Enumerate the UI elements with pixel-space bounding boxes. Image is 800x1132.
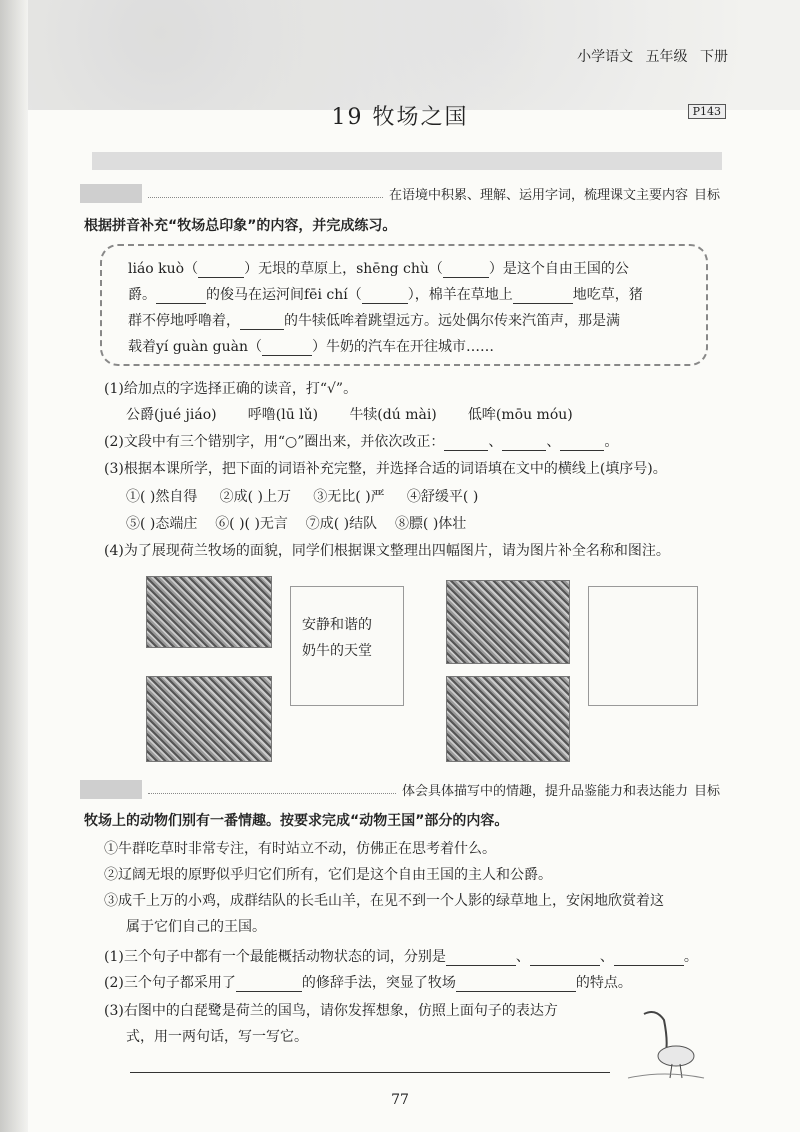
sentence-1: ①牛群吃草时非常专注，有时站立不动，仿佛正在思考着什么。	[104, 841, 496, 857]
passage-text: 载着yí guàn guàn（	[128, 339, 262, 355]
goal-tag-1: 目标	[693, 188, 720, 203]
leader-dots	[148, 184, 383, 198]
binding-edge	[0, 0, 28, 1132]
word-item: ⑧膘( )体壮	[394, 516, 467, 532]
word-item: ⑥( )( )无言	[215, 516, 288, 532]
question-4: (4)为了展现荷兰牧场的面貌，同学们根据课文整理出四幅图片，请为图片补全名称和图注。	[104, 543, 670, 559]
passage-text: 地吃草，猪	[572, 287, 643, 303]
section-2-heading: 牧场上的动物们别有一番情趣。按要求完成“动物王国”部分的内容。	[84, 813, 509, 829]
question-2-text: (2)文段中有三个错别字，用“○”圈出来，并依次改正：	[104, 434, 445, 450]
caption-line: 安静和谐的	[302, 617, 372, 633]
passage-text: liáo kuò（	[128, 261, 199, 277]
reading-option[interactable]: 牛犊(dú mài)	[349, 407, 437, 423]
sentence-2: ②辽阔无垠的原野似乎归它们所有，它们是这个自由王国的主人和公爵。	[104, 867, 552, 883]
photo-cows	[146, 576, 272, 648]
photo-sheep	[146, 676, 272, 762]
answer-blank[interactable]	[240, 329, 284, 330]
part-3: (3)右图中的白琵鹭是荷兰的国鸟，请你发挥想象，仿照上面句子的表达方	[104, 1003, 558, 1019]
passage-text: 的牛犊低哞着跳望远方。远处偶尔传来汽笛声，那是满	[284, 313, 620, 329]
goal-text-1: 在语境中积累、理解、运用字词，梳理课文主要内容	[388, 188, 688, 203]
faded-banner	[92, 152, 722, 170]
question-3-row-1	[126, 486, 478, 506]
part-1-text: (1)三个句子中都有一个最能概括动物状态的词，分别是	[104, 949, 446, 965]
answer-blank[interactable]	[614, 965, 684, 966]
word-item: ②成( )上万	[219, 489, 292, 505]
goal-text-2: 体会具体描写中的情趣，提升品鉴能力和表达能力	[401, 784, 688, 799]
part-2-text: (2)三个句子都采用了	[104, 975, 236, 991]
answer-blank[interactable]	[443, 277, 489, 278]
goal-row-2	[80, 780, 720, 799]
part-2-text: 的修辞手法，突显了牧场	[301, 975, 456, 991]
answer-blank[interactable]	[362, 303, 408, 304]
question-3: (3)根据本课所学，把下面的词语补充完整，并选择合适的词语填在文中的横线上(填序号)。	[104, 461, 667, 477]
passage-text: 爵。	[128, 287, 156, 303]
page-number: 77	[391, 1092, 409, 1108]
caption-line: 奶牛的天堂	[302, 643, 372, 659]
answer-blank[interactable]	[444, 450, 488, 451]
passage-text: ）是这个自由王国的公	[488, 261, 629, 277]
answer-blank[interactable]	[513, 303, 573, 304]
goal-tag-2: 目标	[693, 784, 720, 799]
word-item: ⑤( )态端庄	[126, 516, 198, 532]
passage-text: 群不停地呼噜着，	[128, 313, 240, 329]
question-1: (1)给加点的字选择正确的读音，打“√”。	[104, 381, 358, 397]
part-2	[104, 972, 632, 992]
answer-blank[interactable]	[446, 965, 516, 966]
part-1: (1)三个句子中都有一个最能概括动物状态的词，分别是 、 、 。	[104, 949, 698, 965]
question-1-options	[126, 404, 573, 424]
answer-blank[interactable]	[236, 991, 302, 992]
sentence-3: ③成千上万的小鸡，成群结队的长毛山羊，在见不到一个人影的绿草地上，安闲地欣赏着这	[104, 893, 664, 909]
word-item: ①( )然自得	[126, 489, 198, 505]
passage-line-3	[128, 310, 620, 330]
photo-horses	[446, 580, 570, 664]
photo-caption	[302, 612, 372, 664]
sentence-3-cont: 属于它们自己的王国。	[126, 919, 266, 935]
passage-text: 的俊马在运河间fēi chí（	[206, 287, 362, 303]
passage-text: ），棉羊在草地上	[407, 287, 513, 303]
passage-line-1	[128, 258, 629, 278]
word-item: ④舒缓平( )	[406, 489, 479, 505]
book-header	[569, 46, 728, 66]
writing-line[interactable]	[130, 1072, 610, 1073]
section-1-heading: 根据拼音补充“牧场总印象”的内容，并完成练习。	[84, 218, 397, 234]
question-3-row-2	[126, 513, 466, 533]
answer-blank[interactable]	[156, 303, 206, 304]
part-3-cont: 式，用一两句话，写一写它。	[126, 1029, 308, 1045]
answer-blank[interactable]	[198, 277, 244, 278]
label-box-2	[588, 586, 698, 706]
answer-blank[interactable]	[502, 450, 546, 451]
passage-line-2	[128, 284, 643, 304]
passage-text: ）牛奶的汽车在开往城市……	[311, 339, 494, 355]
answer-blank[interactable]	[262, 355, 312, 356]
goal-badge	[80, 184, 142, 203]
leader-dots	[148, 780, 396, 794]
header-volume: 下册	[700, 49, 728, 65]
passage-line-4	[128, 336, 494, 356]
part-2-text: 的特点。	[575, 975, 632, 991]
goal-row-1	[80, 184, 720, 203]
page-reference: P143	[688, 104, 726, 119]
reading-option[interactable]: 低哞(mōu móu)	[467, 407, 573, 423]
photo-night-town	[446, 676, 570, 762]
goal-badge	[80, 780, 142, 799]
question-2: (2)文段中有三个错别字，用“○”圈出来，并依次改正： 、 、 。	[104, 434, 619, 450]
page-title: 19 牧场之国	[331, 105, 469, 130]
word-item: ⑦成( )结队	[305, 516, 378, 532]
answer-blank[interactable]	[560, 450, 604, 451]
passage-text: ）无垠的草原上，shēng chù（	[244, 261, 443, 277]
reading-option[interactable]: 呼噜(lū lǔ)	[247, 407, 319, 423]
spoonbill-icon	[624, 1000, 708, 1080]
answer-blank[interactable]	[456, 991, 576, 992]
answer-blank[interactable]	[530, 965, 600, 966]
header-grade: 五年级	[645, 49, 688, 65]
word-item: ③无比( )严	[313, 489, 385, 505]
reading-option[interactable]: 公爵(jué jiáo)	[126, 407, 217, 423]
header-subject: 小学语文	[577, 49, 634, 65]
